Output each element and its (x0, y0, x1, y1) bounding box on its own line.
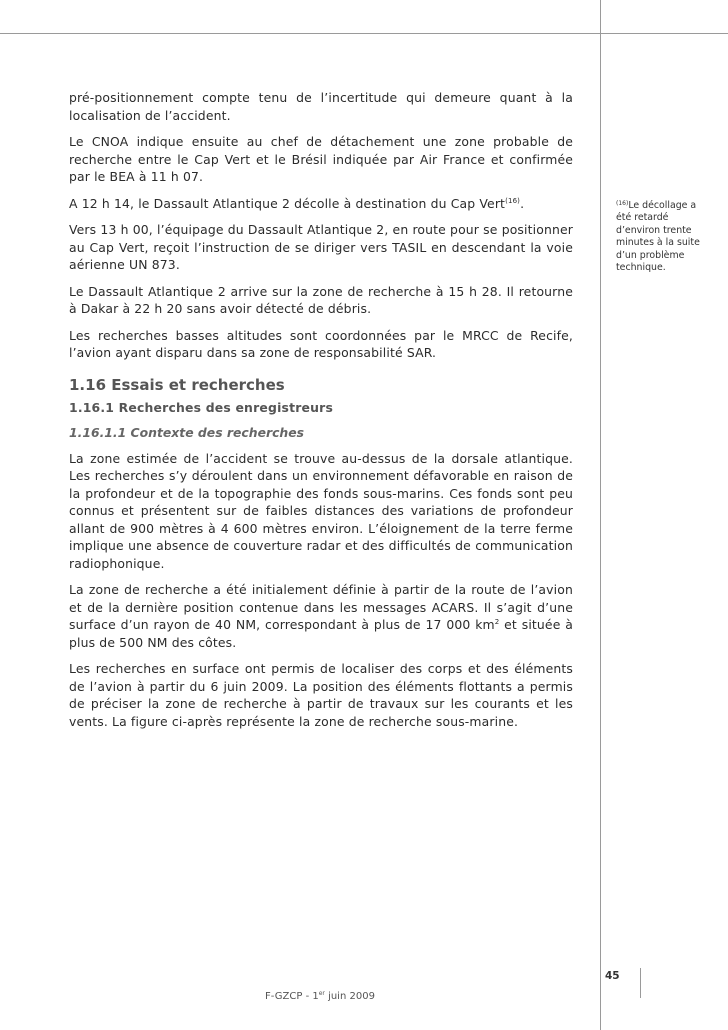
margin-note-text: Le décollage a été retardé d’environ trente minutes à la suite d’un problème technique. (616, 200, 700, 274)
paragraph-arrivee-zone: Le Dassault Atlantique 2 arrive sur la zone de recherche à 15 h 28. Il retourne à Dakar à 22 h 20 sans avoir détecté de débris. (69, 283, 573, 316)
footer-text: F-GZCP - 1 (265, 991, 319, 1002)
margin-note (616, 200, 711, 274)
page-number-divider (640, 968, 641, 998)
subsection-heading: 1.16.1 Recherches des enregistreurs (69, 399, 334, 415)
paragraph-text: A 12 h 14, le Dassault Atlantique 2 décolle à destination du Cap Vert (69, 195, 506, 211)
header-horizontal-rule (0, 33, 728, 34)
paragraph-recherches-surface: Les recherches en surface ont permis de localiser des corps et des éléments de l’avion à partir du 6 juin 2009. La position des éléments flottants a permis de préciser la zone de recherche à partir de travaux sur les courants et les vents. La figure ci-après représente la zone de recherche sous-marine. (69, 661, 573, 729)
paragraph-zone-recherche (69, 581, 573, 651)
paragraph-equipage: Vers 13 h 00, l’équipage du Dassault Atlantique 2, en route pour se positionner au Cap Vert, reçoit l’instruction de se diriger vers TASIL en descendant la voie aérienne UN 873. (69, 222, 573, 272)
paragraph-text: La zone de recherche a été initialement définie à partir de la route de l’avion et de la dernière position contenue dans les messages ACARS. Il s’agit d’une surface d’un rayon de 40 NM, correspondant à plus de 17 000 km (69, 582, 573, 632)
footer-superscript: er (318, 990, 325, 997)
superscript: 2 (494, 618, 500, 626)
footer (200, 991, 440, 1002)
paragraph-end: et située à plus de 500 NM des côtes. (69, 617, 573, 650)
margin-note-marker: (16) (616, 200, 629, 207)
paragraph-prepositionnement: pré-positionnement compte tenu de l’incertitude qui demeure quant à la localisation de l’accident. (69, 90, 573, 123)
margin-vertical-rule (600, 0, 601, 1030)
paragraph-recherches-basses: Les recherches basses altitudes sont coordonnées par le MRCC de Recife, l’avion ayant disparu dans sa zone de responsabilité SAR. (69, 327, 573, 360)
paragraph-zone-estimee: La zone estimée de l’accident se trouve au-dessus de la dorsale atlantique. Les recherches s’y déroulent dans un environnement défavorable en raison de la profondeur et de la topographie des fonds sous-marins. Ces fonds sont peu connus et présentent sur de faibles distances des variations de profondeur allant de 900 mètres à 4 600 mètres environ. L’éloignement de la terre ferme implique une absence de couverture radar et des difficultés de communication radiophonique. (69, 450, 573, 571)
main-text-column (69, 89, 573, 739)
section-heading: 1.16 Essais et recherches (69, 375, 285, 394)
footnote-reference: (16) (505, 196, 521, 205)
paragraph-dassault-decolle (69, 195, 573, 213)
paragraph-end: . (520, 195, 525, 211)
subsubsection-heading: 1.16.1.1 Contexte des recherches (69, 424, 305, 440)
page-number: 45 (605, 970, 620, 982)
footer-end: juin 2009 (324, 991, 375, 1002)
paragraph-cnoa: Le CNOA indique ensuite au chef de détachement une zone probable de recherche entre le Cap Vert et le Brésil indiquée par Air France et confirmée par le BEA à 11 h 07. (69, 134, 573, 184)
